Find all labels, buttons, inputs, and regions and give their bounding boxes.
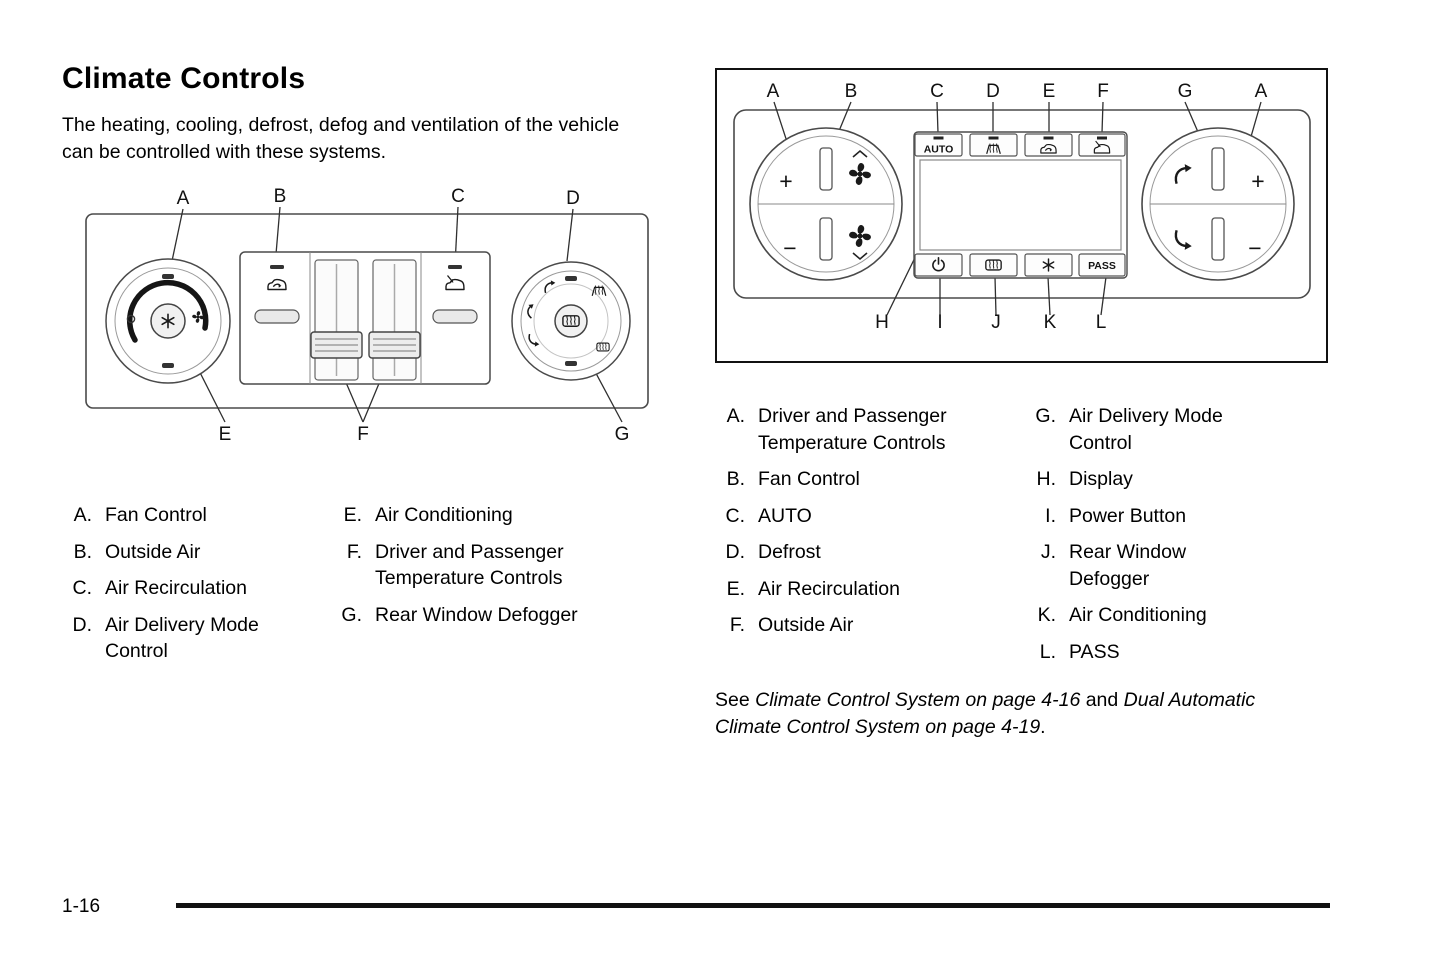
dial-lower-rocker	[1212, 218, 1224, 260]
legend-letter: A.	[726, 405, 745, 427]
legend-item	[64, 539, 299, 566]
plus-label: +	[779, 168, 793, 194]
knob-bottom-mark	[162, 363, 174, 368]
callout-letter-b: B	[844, 81, 858, 102]
legend-letter: A.	[73, 504, 92, 526]
legend-label: Air Conditioning	[1069, 604, 1207, 626]
right-legend-column-1	[717, 403, 1007, 649]
indicator-mark	[1044, 137, 1054, 140]
legend-label: Driver and Passenger Temperature Controls	[375, 540, 564, 589]
legend-letter: C.	[72, 577, 92, 599]
pass-button-label: PASS	[1088, 260, 1116, 272]
recirc-indicator-mark	[270, 265, 284, 269]
air-delivery-mode-knob	[512, 262, 630, 380]
legend-label: Rear Window Defogger	[1069, 541, 1187, 590]
legend-item	[717, 503, 1007, 530]
callout-letter-g: G	[614, 424, 630, 445]
ac-button	[1025, 254, 1072, 276]
legend-letter: F.	[729, 614, 745, 636]
right-legend-column-2	[1028, 403, 1258, 675]
legend-label: AUTO	[758, 504, 812, 527]
callout-letter-a1: A	[766, 81, 780, 102]
minus-label: −	[783, 235, 797, 261]
dial-lower-rocker	[820, 218, 832, 260]
legend-item	[1028, 539, 1258, 592]
cross-reference-note	[715, 687, 1300, 741]
outside-lever	[433, 310, 477, 323]
fan-control-knob	[106, 259, 230, 383]
dial-upper-rocker	[1212, 148, 1224, 190]
legend-label: Outside Air	[105, 540, 201, 563]
legend-label: Air Delivery Mode Control	[1069, 405, 1223, 454]
legend-label: PASS	[1069, 640, 1120, 663]
auto-button-label: AUTO	[923, 143, 954, 156]
legend-label: Defrost	[758, 541, 821, 563]
callout-letter-e: E	[218, 424, 232, 445]
recirculation-button	[1025, 134, 1072, 156]
auto-button	[915, 134, 962, 156]
note-and: and	[1080, 689, 1124, 711]
callout-letter-l: L	[1095, 312, 1107, 333]
rear-defogger-button	[970, 254, 1017, 276]
legend-item	[1028, 639, 1258, 666]
legend-label: Air Recirculation	[105, 577, 247, 599]
legend-item	[717, 466, 1007, 493]
manual-climate-diagram	[62, 186, 662, 448]
auto-climate-diagram	[715, 68, 1328, 363]
legend-item	[1028, 503, 1258, 530]
callout-letter-c: C	[451, 186, 465, 207]
dial-upper-rocker	[820, 148, 832, 190]
center-console	[914, 132, 1127, 278]
callout-letter-f: F	[1097, 81, 1109, 102]
display-screen	[920, 160, 1121, 250]
knob-top-mark	[565, 276, 577, 281]
manual-climate-illustration	[62, 186, 662, 448]
legend-item	[334, 502, 624, 529]
legend-letter: C.	[725, 504, 745, 527]
legend-letter: E.	[726, 577, 745, 600]
legend-item	[717, 576, 1007, 603]
legend-label: Fan Control	[105, 504, 207, 526]
indicator-mark	[989, 137, 999, 140]
pass-button	[1079, 254, 1125, 276]
legend-label: Air Recirculation	[758, 577, 900, 600]
left-legend-column-1	[64, 502, 299, 675]
legend-letter: I.	[1045, 504, 1056, 527]
indicator-mark	[1097, 137, 1107, 140]
note-period: .	[1040, 716, 1046, 738]
legend-letter: H.	[1036, 468, 1056, 490]
legend-item	[64, 575, 299, 602]
note-see: See	[715, 689, 756, 711]
legend-item	[334, 602, 624, 629]
legend-letter: J.	[1040, 541, 1056, 563]
callout-letter-g: G	[1177, 81, 1193, 102]
callout-letter-c: C	[930, 81, 944, 102]
callout-letter-a: A	[176, 188, 190, 209]
passenger-temperature-dial	[1142, 128, 1294, 280]
legend-letter: F.	[346, 540, 362, 563]
legend-item	[1028, 466, 1258, 493]
note-reference-1: Climate Control System on page 4-16	[755, 689, 1081, 711]
legend-label: Rear Window Defogger	[375, 603, 578, 626]
plus-label: +	[1251, 168, 1265, 194]
outside-air-button	[1079, 134, 1125, 156]
legend-letter: E.	[343, 504, 362, 526]
knob-top-mark	[162, 274, 174, 279]
legend-letter: G.	[341, 603, 362, 626]
legend-letter: B.	[73, 540, 92, 563]
legend-label: Display	[1069, 468, 1133, 490]
intro-paragraph: The heating, cooling, defrost, defog and ventilation of the vehicle can be controlled with these systems.	[62, 114, 620, 163]
left-legend-column-2	[334, 502, 624, 638]
legend-item	[64, 612, 299, 665]
minus-label: −	[1248, 235, 1262, 261]
callout-letter-e: E	[1042, 81, 1056, 102]
passenger-temperature-slider	[369, 260, 420, 380]
legend-item	[1028, 602, 1258, 629]
callout-letter-d: D	[986, 81, 1000, 102]
callout-letter-f: F	[357, 424, 369, 445]
legend-letter: L.	[1039, 640, 1056, 663]
legend-letter: K.	[1037, 604, 1056, 626]
legend-item	[334, 539, 624, 592]
indicator-mark	[934, 137, 944, 140]
legend-letter: D.	[725, 541, 745, 563]
center-slider-block	[240, 252, 490, 384]
page-number: 1-16	[62, 896, 101, 917]
legend-item	[717, 612, 1007, 639]
legend-label: Air Delivery Mode Control	[105, 613, 259, 662]
legend-letter: D.	[72, 613, 92, 636]
legend-label: Outside Air	[758, 614, 854, 636]
legend-item	[717, 539, 1007, 566]
legend-label: Driver and Passenger Temperature Controls	[758, 405, 947, 454]
knob-bottom-mark	[565, 361, 577, 366]
legend-label: Power Button	[1069, 504, 1187, 527]
legend-item	[717, 403, 1007, 456]
driver-temperature-dial	[750, 128, 902, 280]
callout-letter-h: H	[875, 312, 889, 333]
callout-letter-i: I	[937, 312, 943, 333]
legend-letter: B.	[726, 468, 745, 490]
auto-climate-illustration	[717, 70, 1326, 361]
legend-label: Air Conditioning	[375, 504, 513, 526]
defrost-button	[970, 134, 1017, 156]
page-title: Climate Controls	[62, 62, 306, 95]
callout-letter-j: J	[991, 312, 1001, 333]
callout-letter-a2: A	[1254, 81, 1268, 102]
power-button	[915, 254, 962, 276]
note-reference-2: Dual Automatic Climate Control System on page 4-19	[715, 689, 1256, 738]
recirc-lever	[255, 310, 299, 323]
outside-indicator-mark	[448, 265, 462, 269]
legend-letter: G.	[1035, 405, 1056, 427]
driver-temperature-slider	[311, 260, 362, 380]
callout-letter-b: B	[273, 186, 287, 207]
legend-label: Fan Control	[758, 468, 860, 490]
footer-rule	[176, 903, 1330, 908]
legend-item	[1028, 403, 1258, 456]
legend-item	[64, 502, 299, 529]
callout-letter-d: D	[566, 188, 580, 209]
callout-letter-k: K	[1043, 312, 1057, 333]
